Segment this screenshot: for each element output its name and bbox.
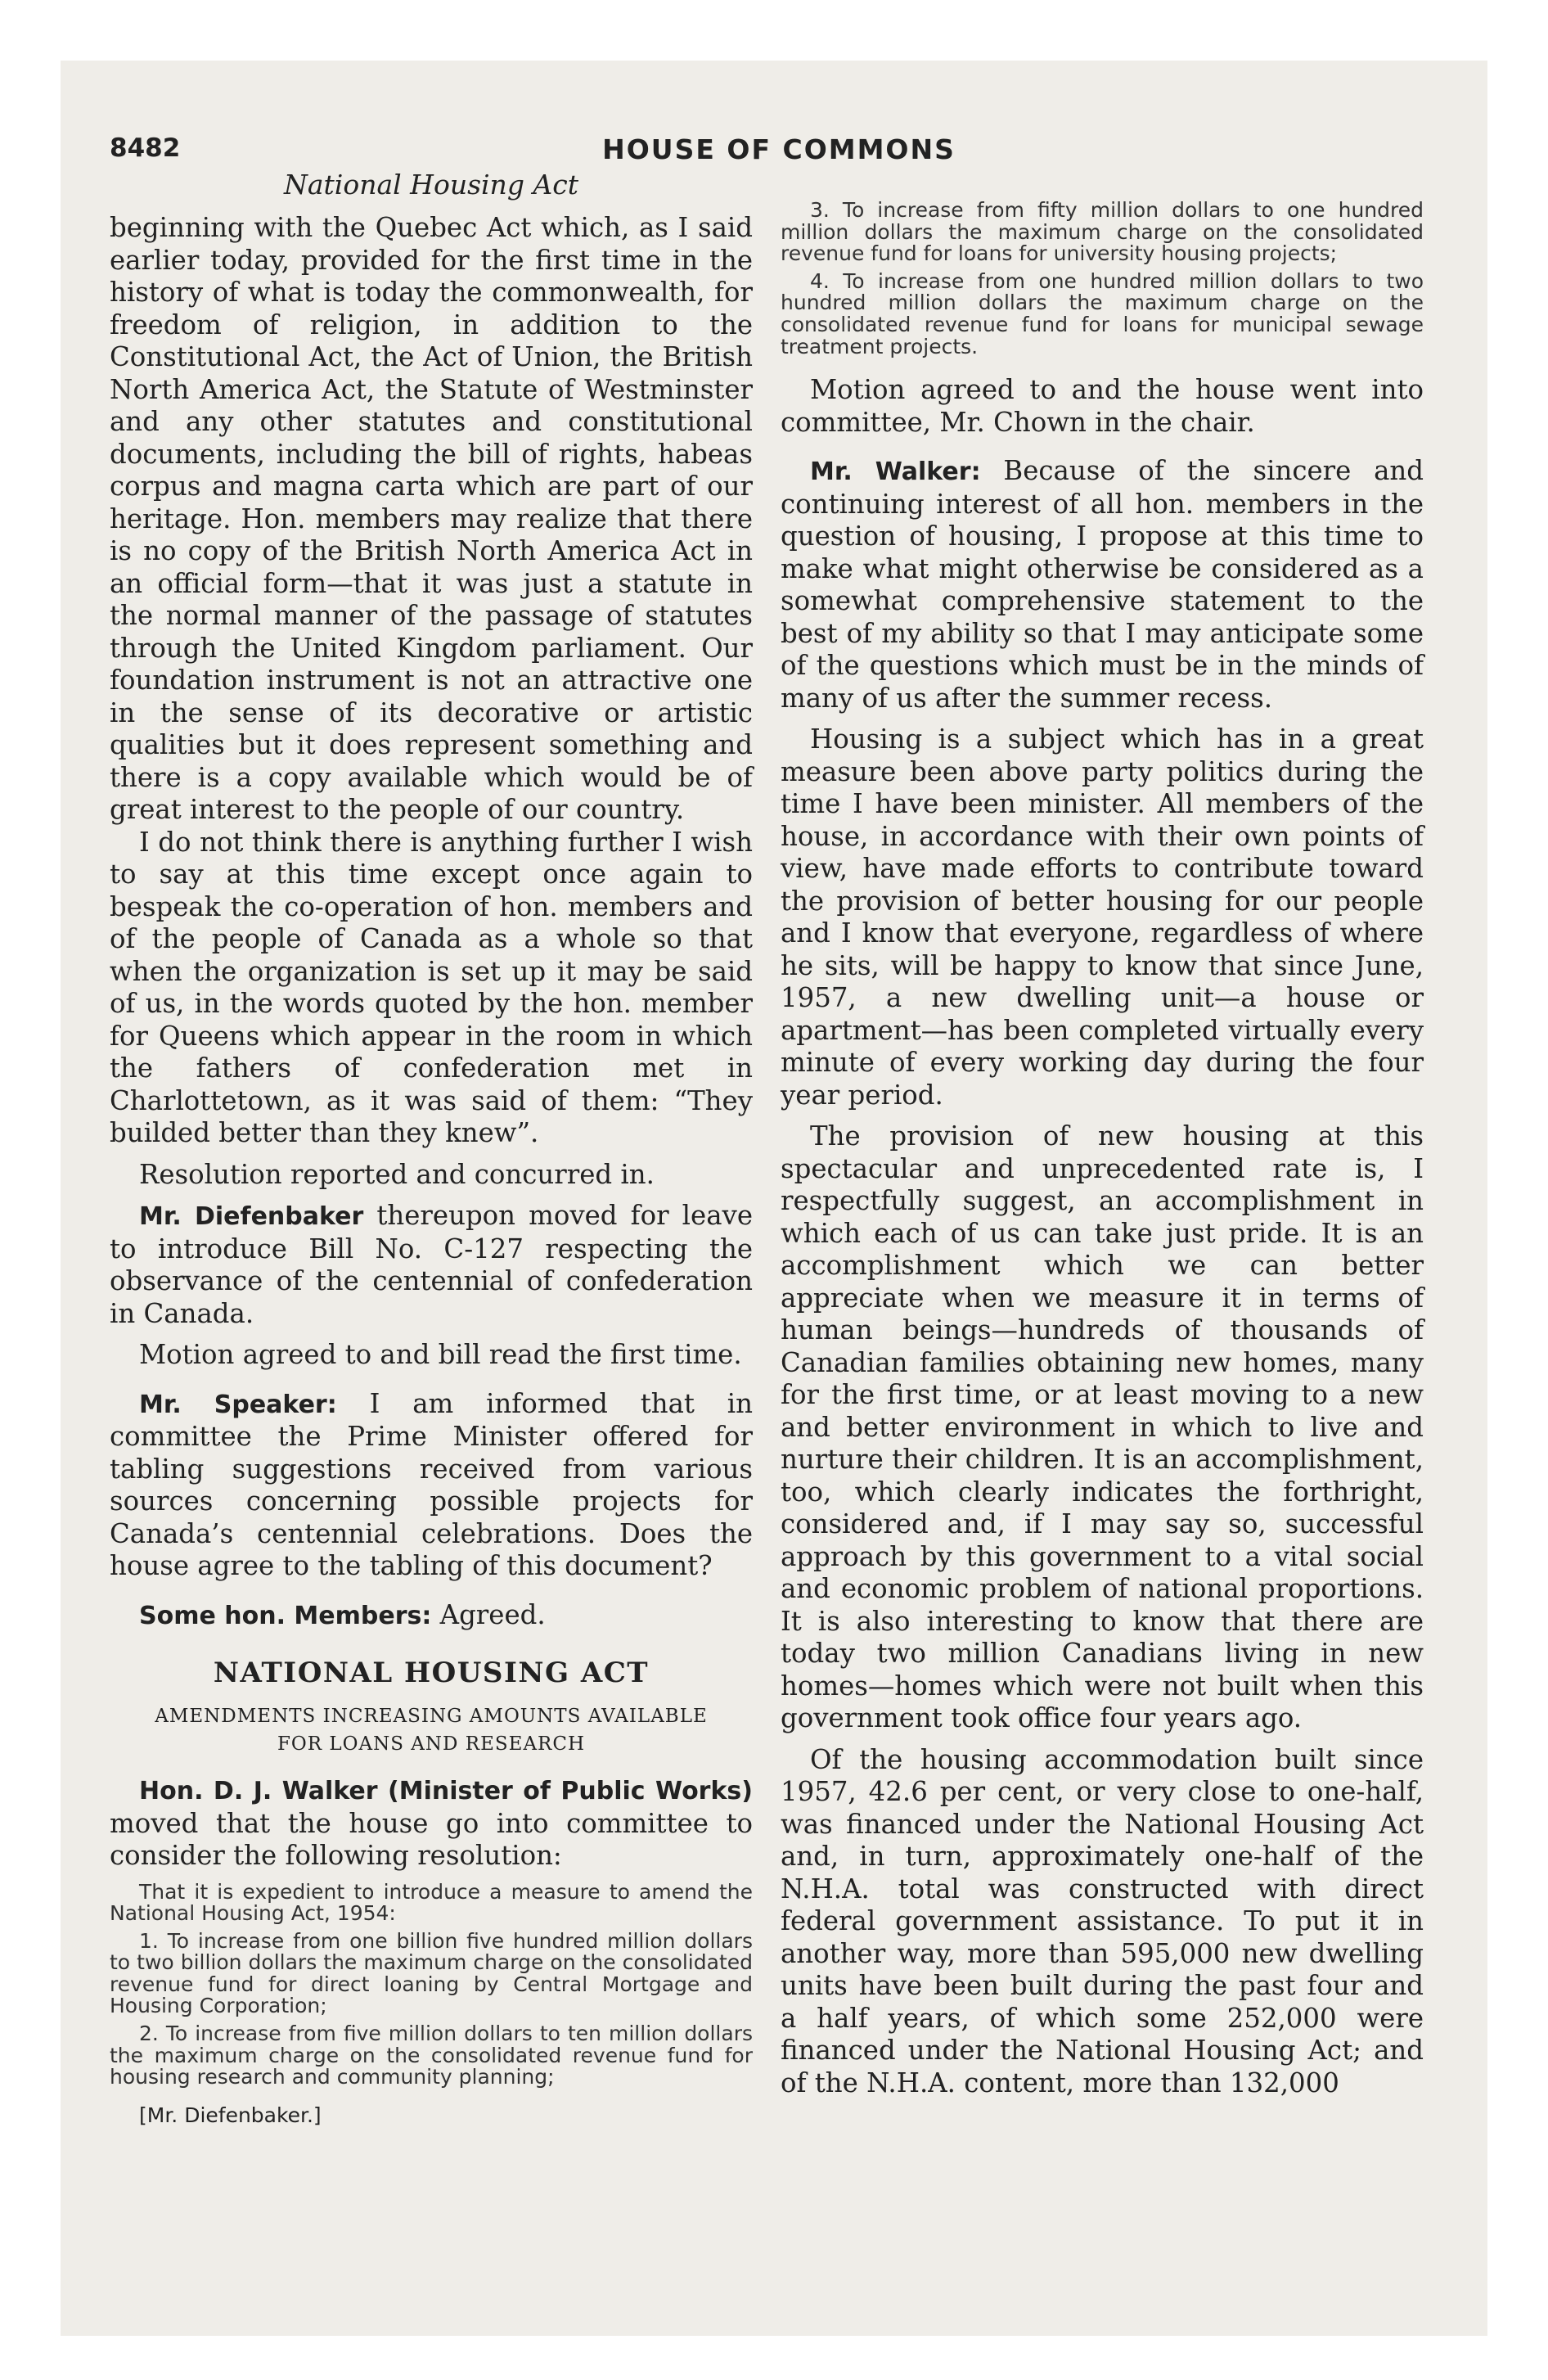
- resolution-text: That it is expedient to introduce a measure to amend the National Housing Act, 1954:: [110, 1879, 753, 1926]
- speaker-name: Mr. Walker:: [810, 458, 981, 487]
- paragraph: [110, 1774, 753, 1873]
- subheading-line: AMENDMENTS INCREASING AMOUNTS AVAILABLE: [155, 1706, 708, 1727]
- section-subtitle: National Housing Act: [283, 169, 579, 201]
- speech-text: I am informed that in committee the Prime Minister offered for tabling suggestions received from various sources concerning possible projects for Canada’s centennial celebrations. Does the house agree to the tabling of this document?: [110, 1387, 753, 1581]
- speech-text: thereupon moved for leave to introduce Bill No. C-127 respecting the observance of the centennial of confederation in Canada.: [110, 1200, 753, 1329]
- page-header: [110, 133, 1448, 171]
- section-subheading: [110, 1702, 753, 1758]
- subheading-line: FOR LOANS AND RESEARCH: [277, 1733, 586, 1755]
- section-heading: NATIONAL HOUSING ACT: [213, 1657, 650, 1689]
- right-column: [781, 200, 1424, 2099]
- paragraph: [781, 455, 1424, 714]
- paragraph: Housing is a subject which has in a great measure been above party politics during the time I have been minister. All members of the house, in accordance with their own points of view, have made efforts to contribute toward the provision of better housing for our people and I know that everyone, regardless of where he sits, will be happy to know that since June, 1957, a new dwelling unit—a house or apartment—has been completed virtually every minute of every working day during the four year period.: [781, 723, 1424, 1111]
- resolution-item: 4. To increase from one hundred million dollars to two hundred million dollars the maximum charge on the consolidated revenue fund for loans for municipal sewage treatment projects.: [781, 268, 1424, 358]
- resolution-item: 2. To increase from five million dollars to ten million dollars the maximum charge on the consolidated revenue fund for housing research and community planning;: [110, 2022, 753, 2089]
- paragraph: Motion agreed to and the house went into committee, Mr. Chown in the chair.: [781, 374, 1424, 438]
- paragraph: The provision of new housing at this spectacular and unprecedented rate is, I respectfully suggest, an accomplishment in which each of us can take just pride. It is an accomplishment which we can better appreciate when we measure it in terms of human beings—hundreds of thousands of Canadian families obtaining new homes, many for the first time, or at least moving to a new and better environment in which to live and nurture their children. It is an accomplishment, too, which clearly indicates the forthright, considered and, if I may say so, successful approach by this government to a vital social and economic problem of national proportions. It is also interesting to know that there are today two million Canadians living in new homes—homes which were not built when this government took office four years ago.: [781, 1120, 1424, 1734]
- paragraph: I do not think there is anything further I wish to say at this time except once again to bespeak the co-operation of hon. members and of the people of Canada as a whole so that when the organization is set up it may be said of us, in the words quoted by the hon. member for Queens which appear in the room in which the fathers of confederation met in Charlottetown, as it was said of them: “They builded better than they knew”.: [110, 826, 753, 1148]
- paragraph: Motion agreed to and bill read the first time.: [139, 1339, 742, 1370]
- paragraph: [110, 1599, 753, 1633]
- speaker-name: Hon. D. J. Walker (Minister of Public Works): [139, 1777, 753, 1805]
- speaker-name: Some hon. Members:: [139, 1601, 432, 1630]
- running-title: HOUSE OF COMMONS: [602, 133, 956, 165]
- footer-attribution: [Mr. Diefenbaker.]: [139, 2103, 322, 2127]
- paragraph: Resolution reported and concurred in.: [139, 1158, 655, 1190]
- paragraph: [110, 1200, 753, 1330]
- speech-text: Agreed.: [439, 1598, 546, 1630]
- left-column: [110, 168, 753, 2127]
- paragraph: Of the housing accommodation built since 1957, 42.6 per cent, or very close to one-half, was financed under the National Housing Act and, in turn, approximately one-half of the N.H.A. total was constructed with direct federal government assistance. To put it in another way, more than 595,000 new dwelling units have been built during the past four and a half years, of which some 252,000 were financed under the National Housing Act; and of the N.H.A. content, more than 132,000: [781, 1743, 1424, 2098]
- speech-text: moved that the house go into committee to consider the following resolution:: [110, 1807, 753, 1871]
- page-number: 8482: [110, 133, 181, 163]
- resolution-item: 1. To increase from one billion five hundred million dollars to two billion dollars the maximum charge on the consolidated revenue fund for direct loaning by Central Mortgage and Housing Corporation;: [110, 1928, 753, 2018]
- paragraph: beginning with the Quebec Act which, as I said earlier today, provided for the first time in the history of what is today the commonwealth, for freedom of religion, in addition to the Constitutional Act, the Act of Union, the British North America Act, the Statute of Westminster and any other statutes and constitutional documents, including the bill of rights, habeas corpus and magna carta which are part of our heritage. Hon. members may realize that there is no copy of the British North America Act in an official form—that it was just a statute in the normal manner of the passage of statutes through the United Kingdom parliament. Our foundation instrument is not an attractive one in the sense of its decorative or artistic qualities but it does represent something and there is a copy available which would be of great interest to the people of our country.: [110, 212, 753, 825]
- paragraph: [110, 1388, 753, 1583]
- speech-text: Because of the sincere and continuing interest of all hon. members in the question of housing, I propose at this time to make what might otherwise be considered as a somewhat comprehensive statement to the best of my ability so that I may anticipate some of the questions which must be in the minds of many of us after the summer recess.: [781, 455, 1424, 714]
- speaker-name: Mr. Diefenbaker: [139, 1202, 364, 1231]
- resolution-item: 3. To increase from fifty million dollars to one hundred million dollars the maximum charge on the consolidated revenue fund for loans for university housing projects;: [781, 198, 1424, 266]
- speaker-name: Mr. Speaker:: [139, 1390, 337, 1419]
